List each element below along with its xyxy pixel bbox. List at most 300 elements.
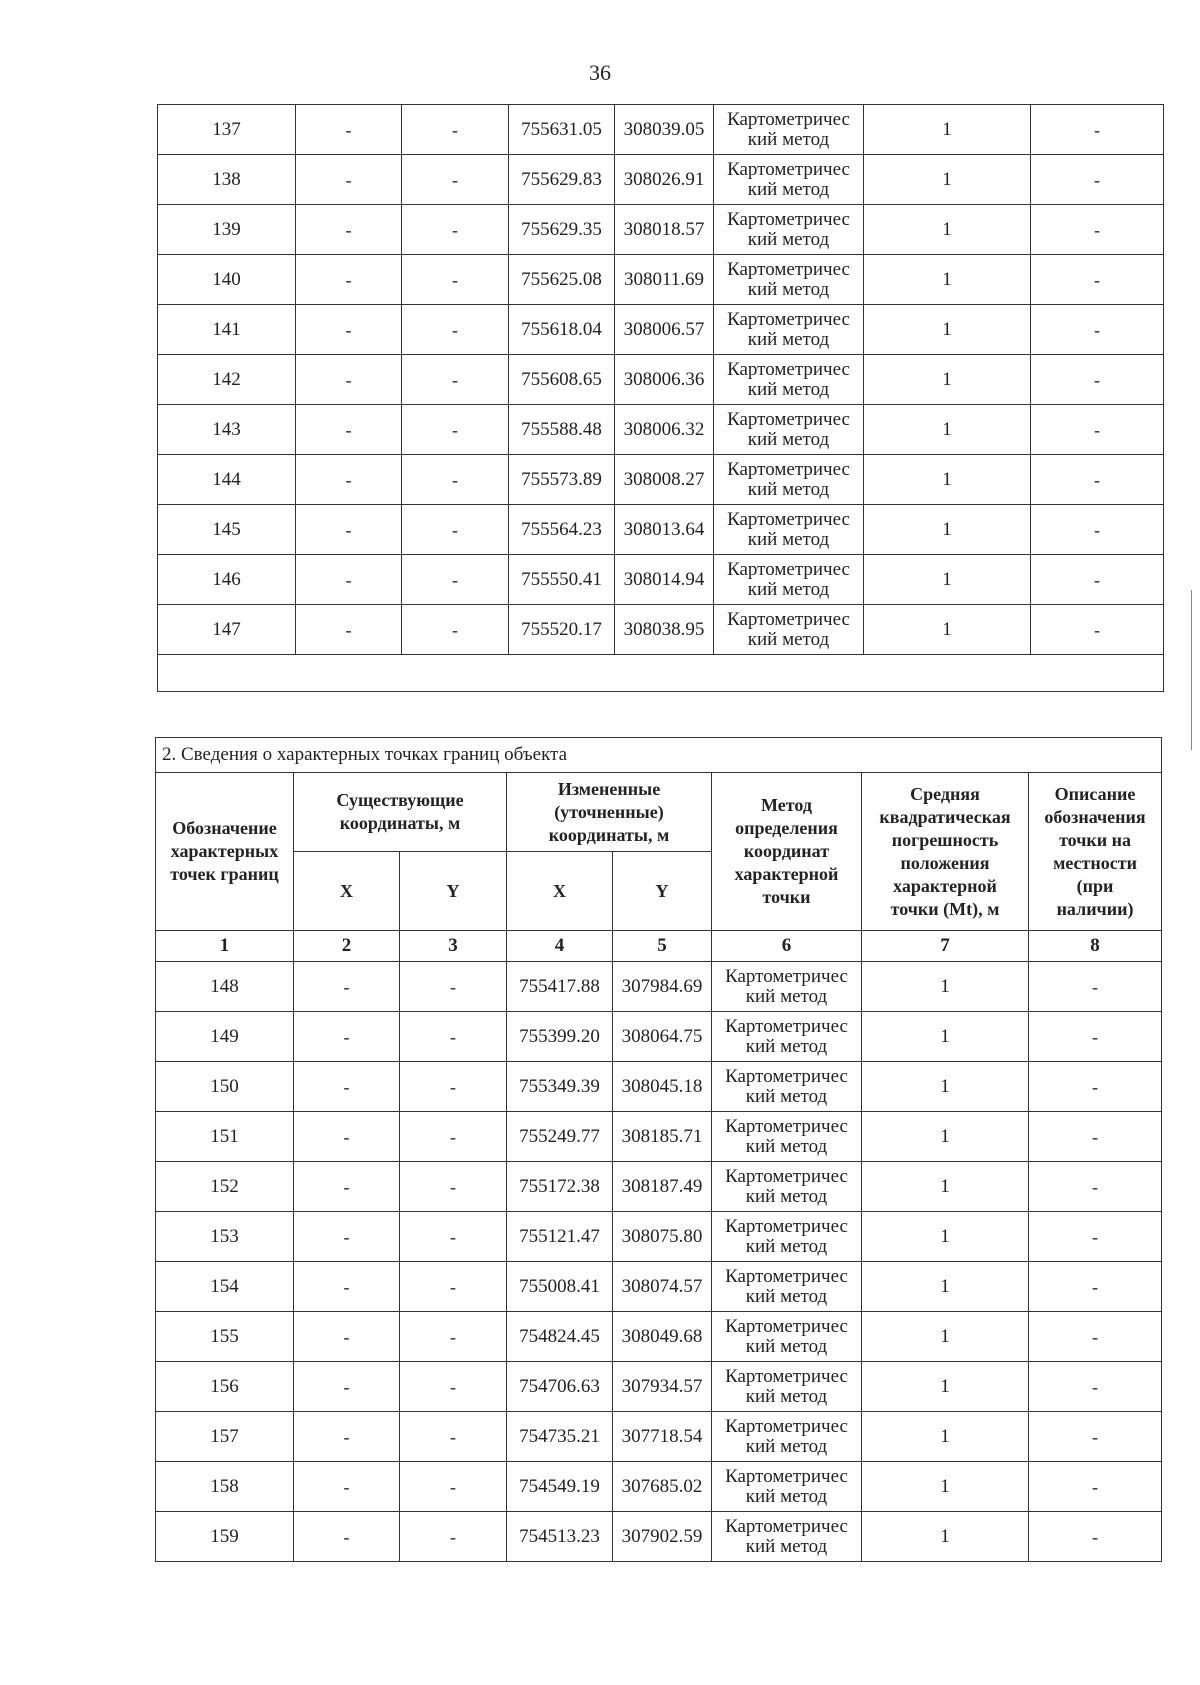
existing-y-cell: - (400, 1062, 507, 1112)
method-cell (712, 1012, 862, 1062)
mt-error-cell: 1 (862, 1062, 1029, 1112)
existing-x-cell: - (296, 205, 402, 255)
header-text: местности (1053, 852, 1137, 873)
method-text-line1: Картометричес (727, 258, 850, 280)
mt-error-cell: 1 (864, 455, 1031, 505)
description-cell: - (1029, 1162, 1162, 1212)
method-text-line1: Картометричес (727, 458, 850, 480)
table-row (156, 1262, 1162, 1312)
table-row (156, 1012, 1162, 1062)
scan-artifact-line (1191, 590, 1192, 750)
empty-cell (158, 655, 1164, 692)
existing-y-cell: - (402, 305, 509, 355)
description-cell: - (1031, 405, 1164, 455)
header-changed-y: Y (613, 852, 712, 931)
point-id-cell: 152 (156, 1162, 294, 1212)
method-text-line2: кий метод (745, 1485, 828, 1507)
table-row (158, 255, 1164, 305)
changed-x-cell: 754735.21 (507, 1412, 613, 1462)
changed-y-cell: 308014.94 (615, 555, 714, 605)
changed-y-cell: 308074.57 (613, 1262, 712, 1312)
point-id-cell: 153 (156, 1212, 294, 1262)
header-text: координаты, м (339, 813, 461, 833)
description-cell: - (1029, 1512, 1162, 1562)
changed-y-cell: 308185.71 (613, 1112, 712, 1162)
header-existing-x: X (294, 852, 400, 931)
column-number: 6 (712, 931, 862, 962)
changed-x-cell: 754824.45 (507, 1312, 613, 1362)
point-id-cell: 151 (156, 1112, 294, 1162)
description-cell: - (1031, 605, 1164, 655)
changed-x-cell: 755629.35 (509, 205, 615, 255)
existing-y-cell: - (400, 1512, 507, 1562)
method-text-line1: Картометричес (725, 1015, 848, 1037)
point-id-cell: 138 (158, 155, 296, 205)
point-id-cell: 159 (156, 1512, 294, 1562)
boundary-points-table (155, 737, 1162, 1562)
existing-x-cell: - (296, 555, 402, 605)
header-text: (при (1076, 875, 1114, 896)
description-cell: - (1031, 505, 1164, 555)
changed-y-cell: 308075.80 (613, 1212, 712, 1262)
changed-y-cell: 308064.75 (613, 1012, 712, 1062)
method-text-line2: кий метод (745, 1535, 828, 1557)
existing-y-cell: - (400, 1312, 507, 1362)
method-text-line2: кий метод (747, 328, 830, 350)
mt-error-cell: 1 (864, 305, 1031, 355)
existing-x-cell: - (296, 405, 402, 455)
method-text-line2: кий метод (745, 1435, 828, 1457)
table1-body (158, 105, 1164, 692)
changed-y-cell: 308008.27 (615, 455, 714, 505)
method-text-line2: кий метод (747, 178, 830, 200)
method-text-line1: Картометричес (727, 308, 850, 330)
method-text-line1: Картометричес (725, 1415, 848, 1437)
point-id-cell: 147 (158, 605, 296, 655)
point-id-cell: 137 (158, 105, 296, 155)
method-text-line2: кий метод (745, 1185, 828, 1207)
header-changed-x: X (507, 852, 613, 931)
existing-y-cell: - (400, 1412, 507, 1462)
changed-y-cell: 308049.68 (613, 1312, 712, 1362)
method-text-line1: Картометричес (725, 1515, 848, 1537)
changed-x-cell: 755608.65 (509, 355, 615, 405)
method-text-line2: кий метод (747, 128, 830, 150)
description-cell: - (1029, 1112, 1162, 1162)
mt-error-cell: 1 (862, 1112, 1029, 1162)
changed-y-cell: 307984.69 (613, 962, 712, 1012)
existing-y-cell: - (400, 1262, 507, 1312)
mt-error-cell: 1 (862, 1412, 1029, 1462)
method-text-line2: кий метод (747, 278, 830, 300)
header-text: точек границ (170, 864, 279, 884)
changed-y-cell: 308006.32 (615, 405, 714, 455)
existing-y-cell: - (400, 1112, 507, 1162)
method-cell (714, 205, 864, 255)
existing-x-cell: - (294, 1162, 400, 1212)
description-cell: - (1029, 1062, 1162, 1112)
method-text-line2: кий метод (745, 985, 828, 1007)
method-text-line1: Картометричес (725, 1115, 848, 1137)
changed-x-cell: 755172.38 (507, 1162, 613, 1212)
method-text-line1: Картометричес (725, 965, 848, 987)
table-row (156, 1462, 1162, 1512)
page-number: 36 (589, 60, 611, 85)
existing-y-cell: - (402, 455, 509, 505)
column-number: 4 (507, 931, 613, 962)
point-id-cell: 141 (158, 305, 296, 355)
header-existing-y: Y (400, 852, 507, 931)
header-text: точки (Mt), м (890, 898, 1000, 919)
changed-x-cell: 755550.41 (509, 555, 615, 605)
changed-y-cell: 308039.05 (615, 105, 714, 155)
point-id-cell: 150 (156, 1062, 294, 1112)
column-number: 3 (400, 931, 507, 962)
mt-error-cell: 1 (864, 405, 1031, 455)
existing-x-cell: - (294, 1312, 400, 1362)
existing-x-cell: - (296, 605, 402, 655)
description-cell: - (1031, 455, 1164, 505)
header-point-designation (156, 773, 294, 931)
changed-x-cell: 754513.23 (507, 1512, 613, 1562)
mt-error-cell: 1 (862, 1362, 1029, 1412)
method-cell (712, 1362, 862, 1412)
header-text: координаты, м (548, 824, 670, 845)
header-description (1029, 773, 1162, 931)
existing-y-cell: - (402, 405, 509, 455)
method-cell (714, 455, 864, 505)
method-text-line1: Картометричес (727, 358, 850, 380)
existing-y-cell: - (402, 105, 509, 155)
mt-error-cell: 1 (864, 355, 1031, 405)
existing-x-cell: - (294, 1012, 400, 1062)
coordinates-table-continued (157, 104, 1164, 692)
existing-x-cell: - (294, 1512, 400, 1562)
changed-y-cell: 308013.64 (615, 505, 714, 555)
existing-x-cell: - (296, 455, 402, 505)
description-cell: - (1031, 255, 1164, 305)
method-text-line1: Картометричес (727, 608, 850, 630)
method-cell (712, 1312, 862, 1362)
changed-y-cell: 307934.57 (613, 1362, 712, 1412)
column-numbers-row (156, 931, 1162, 962)
table-row (156, 1362, 1162, 1412)
existing-y-cell: - (400, 1212, 507, 1262)
table-row (158, 555, 1164, 605)
point-id-cell: 146 (158, 555, 296, 605)
mt-error-cell: 1 (862, 1512, 1029, 1562)
method-text-line1: Картометричес (727, 158, 850, 180)
description-cell: - (1031, 205, 1164, 255)
changed-x-cell: 755588.48 (509, 405, 615, 455)
method-text-line2: кий метод (747, 428, 830, 450)
mt-error-cell: 1 (862, 962, 1029, 1012)
changed-x-cell: 755349.39 (507, 1062, 613, 1112)
header-text: Обозначение (172, 818, 277, 838)
method-text-line2: кий метод (745, 1135, 828, 1157)
point-id-cell: 157 (156, 1412, 294, 1462)
description-cell: - (1031, 555, 1164, 605)
table-row (156, 962, 1162, 1012)
changed-y-cell: 308038.95 (615, 605, 714, 655)
mt-error-cell: 1 (864, 255, 1031, 305)
header-text: характерных (170, 841, 279, 861)
changed-y-cell: 307902.59 (613, 1512, 712, 1562)
header-text: определения (735, 818, 838, 838)
existing-x-cell: - (294, 1462, 400, 1512)
header-mean-square-error (862, 773, 1029, 931)
existing-x-cell: - (294, 1112, 400, 1162)
existing-y-cell: - (400, 1462, 507, 1512)
existing-y-cell: - (400, 962, 507, 1012)
method-cell (712, 1112, 862, 1162)
method-cell (712, 1162, 862, 1212)
method-text-line2: кий метод (745, 1085, 828, 1107)
table-row (158, 505, 1164, 555)
changed-y-cell: 308026.91 (615, 155, 714, 205)
table-row (158, 405, 1164, 455)
method-cell (714, 105, 864, 155)
table2-body (156, 962, 1162, 1562)
mt-error-cell: 1 (864, 155, 1031, 205)
header-text: обозначения (1044, 806, 1146, 827)
method-cell (712, 962, 862, 1012)
table-row (158, 105, 1164, 155)
description-cell: - (1031, 155, 1164, 205)
mt-error-cell: 1 (864, 605, 1031, 655)
method-text-line1: Картометричес (725, 1215, 848, 1237)
existing-x-cell: - (294, 1062, 400, 1112)
point-id-cell: 154 (156, 1262, 294, 1312)
existing-x-cell: - (294, 1262, 400, 1312)
description-cell: - (1029, 1412, 1162, 1462)
header-text: характерной (893, 875, 997, 896)
description-cell: - (1029, 1212, 1162, 1262)
method-text-line2: кий метод (747, 578, 830, 600)
method-cell (714, 605, 864, 655)
changed-y-cell: 307685.02 (613, 1462, 712, 1512)
point-id-cell: 158 (156, 1462, 294, 1512)
existing-x-cell: - (296, 505, 402, 555)
existing-x-cell: - (294, 1362, 400, 1412)
mt-error-cell: 1 (862, 1262, 1029, 1312)
existing-y-cell: - (400, 1162, 507, 1212)
existing-x-cell: - (296, 355, 402, 405)
method-text-line2: кий метод (747, 628, 830, 650)
header-text: квадратическая (879, 806, 1011, 827)
point-id-cell: 143 (158, 405, 296, 455)
method-text-line2: кий метод (745, 1035, 828, 1057)
method-cell (714, 355, 864, 405)
method-text-line1: Картометричес (727, 408, 850, 430)
point-id-cell: 144 (158, 455, 296, 505)
header-text: Существующие (336, 790, 464, 810)
changed-x-cell: 755564.23 (509, 505, 615, 555)
method-text-line2: кий метод (745, 1335, 828, 1357)
header-text: Средняя (910, 783, 980, 804)
table2-header (156, 738, 1162, 962)
header-text: Описание (1054, 783, 1136, 804)
method-text-line2: кий метод (747, 378, 830, 400)
header-text: Измененные (557, 778, 661, 799)
changed-x-cell: 755249.77 (507, 1112, 613, 1162)
description-cell: - (1029, 1362, 1162, 1412)
point-id-cell: 149 (156, 1012, 294, 1062)
method-cell (712, 1512, 862, 1562)
header-method (712, 773, 862, 931)
table-row (156, 1162, 1162, 1212)
changed-y-cell: 308018.57 (615, 205, 714, 255)
table-row (158, 155, 1164, 205)
method-cell (714, 405, 864, 455)
changed-x-cell: 755573.89 (509, 455, 615, 505)
changed-y-cell: 308006.57 (615, 305, 714, 355)
changed-x-cell: 755008.41 (507, 1262, 613, 1312)
method-text-line2: кий метод (745, 1235, 828, 1257)
changed-x-cell: 755417.88 (507, 962, 613, 1012)
existing-y-cell: - (402, 555, 509, 605)
existing-x-cell: - (294, 1212, 400, 1262)
changed-x-cell: 754706.63 (507, 1362, 613, 1412)
column-number: 7 (862, 931, 1029, 962)
existing-y-cell: - (400, 1012, 507, 1062)
method-text-line1: Картометричес (725, 1465, 848, 1487)
changed-x-cell: 754549.19 (507, 1462, 613, 1512)
method-text-line1: Картометричес (725, 1365, 848, 1387)
method-text-line2: кий метод (747, 528, 830, 550)
method-cell (714, 255, 864, 305)
changed-y-cell: 308187.49 (613, 1162, 712, 1212)
changed-x-cell: 755618.04 (509, 305, 615, 355)
description-cell: - (1031, 105, 1164, 155)
point-id-cell: 148 (156, 962, 294, 1012)
mt-error-cell: 1 (864, 105, 1031, 155)
mt-error-cell: 1 (864, 555, 1031, 605)
changed-x-cell: 755625.08 (509, 255, 615, 305)
point-id-cell: 145 (158, 505, 296, 555)
table-row (158, 205, 1164, 255)
section-title: 2. Сведения о характерных точках границ объекта (156, 738, 1162, 773)
column-number: 8 (1029, 931, 1162, 962)
changed-y-cell: 308011.69 (615, 255, 714, 305)
changed-y-cell: 307718.54 (613, 1412, 712, 1462)
header-text: Метод (761, 795, 812, 815)
method-text-line1: Картометричес (725, 1165, 848, 1187)
mt-error-cell: 1 (862, 1012, 1029, 1062)
mt-error-cell: 1 (862, 1212, 1029, 1262)
method-text-line2: кий метод (745, 1285, 828, 1307)
header-text: точки (762, 887, 811, 907)
table-row (156, 1412, 1162, 1462)
existing-x-cell: - (294, 962, 400, 1012)
method-text-line2: кий метод (747, 478, 830, 500)
existing-y-cell: - (402, 255, 509, 305)
changed-x-cell: 755121.47 (507, 1212, 613, 1262)
table-row (158, 355, 1164, 405)
existing-x-cell: - (296, 155, 402, 205)
method-text-line1: Картометричес (727, 508, 850, 530)
column-number: 2 (294, 931, 400, 962)
method-cell (712, 1462, 862, 1512)
description-cell: - (1029, 1262, 1162, 1312)
description-cell: - (1031, 305, 1164, 355)
description-cell: - (1029, 1012, 1162, 1062)
method-text-line1: Картометричес (727, 108, 850, 130)
changed-y-cell: 308006.36 (615, 355, 714, 405)
header-changed-coordinates (507, 773, 712, 852)
mt-error-cell: 1 (862, 1312, 1029, 1362)
table-row (156, 1112, 1162, 1162)
table-row (156, 1512, 1162, 1562)
changed-x-cell: 755520.17 (509, 605, 615, 655)
method-cell (714, 505, 864, 555)
method-text-line1: Картометричес (725, 1065, 848, 1087)
mt-error-cell: 1 (862, 1162, 1029, 1212)
column-number: 1 (156, 931, 294, 962)
header-text: погрешность (891, 829, 999, 850)
header-text: характерной (734, 864, 839, 884)
mt-error-cell: 1 (864, 205, 1031, 255)
header-existing-coordinates (294, 773, 507, 852)
method-text-line1: Картометричес (725, 1265, 848, 1287)
existing-y-cell: - (402, 605, 509, 655)
header-text: наличии) (1056, 898, 1134, 919)
description-cell: - (1031, 355, 1164, 405)
method-cell (714, 305, 864, 355)
method-cell (712, 1212, 862, 1262)
header-text: положения (900, 852, 990, 873)
existing-y-cell: - (400, 1362, 507, 1412)
table-row (156, 1212, 1162, 1262)
table1-empty-row (158, 655, 1164, 692)
method-cell (712, 1262, 862, 1312)
method-text-line2: кий метод (747, 228, 830, 250)
method-text-line1: Картометричес (727, 558, 850, 580)
method-cell (712, 1062, 862, 1112)
method-cell (712, 1412, 862, 1462)
table-row (156, 1312, 1162, 1362)
changed-x-cell: 755399.20 (507, 1012, 613, 1062)
method-text-line1: Картометричес (727, 208, 850, 230)
method-cell (714, 555, 864, 605)
header-text: точки на (1059, 829, 1131, 850)
table-row (158, 455, 1164, 505)
description-cell: - (1029, 1462, 1162, 1512)
point-id-cell: 156 (156, 1362, 294, 1412)
header-text: координат (743, 841, 830, 861)
existing-x-cell: - (296, 105, 402, 155)
method-text-line1: Картометричес (725, 1315, 848, 1337)
description-cell: - (1029, 1312, 1162, 1362)
existing-x-cell: - (294, 1412, 400, 1462)
changed-x-cell: 755631.05 (509, 105, 615, 155)
point-id-cell: 142 (158, 355, 296, 405)
mt-error-cell: 1 (862, 1462, 1029, 1512)
existing-y-cell: - (402, 205, 509, 255)
column-number: 5 (613, 931, 712, 962)
existing-x-cell: - (296, 255, 402, 305)
point-id-cell: 139 (158, 205, 296, 255)
existing-x-cell: - (296, 305, 402, 355)
table-row (158, 305, 1164, 355)
changed-y-cell: 308045.18 (613, 1062, 712, 1112)
existing-y-cell: - (402, 155, 509, 205)
method-text-line2: кий метод (745, 1385, 828, 1407)
method-cell (714, 155, 864, 205)
table-row (156, 1062, 1162, 1112)
point-id-cell: 140 (158, 255, 296, 305)
header-text: (уточненные) (554, 801, 664, 822)
